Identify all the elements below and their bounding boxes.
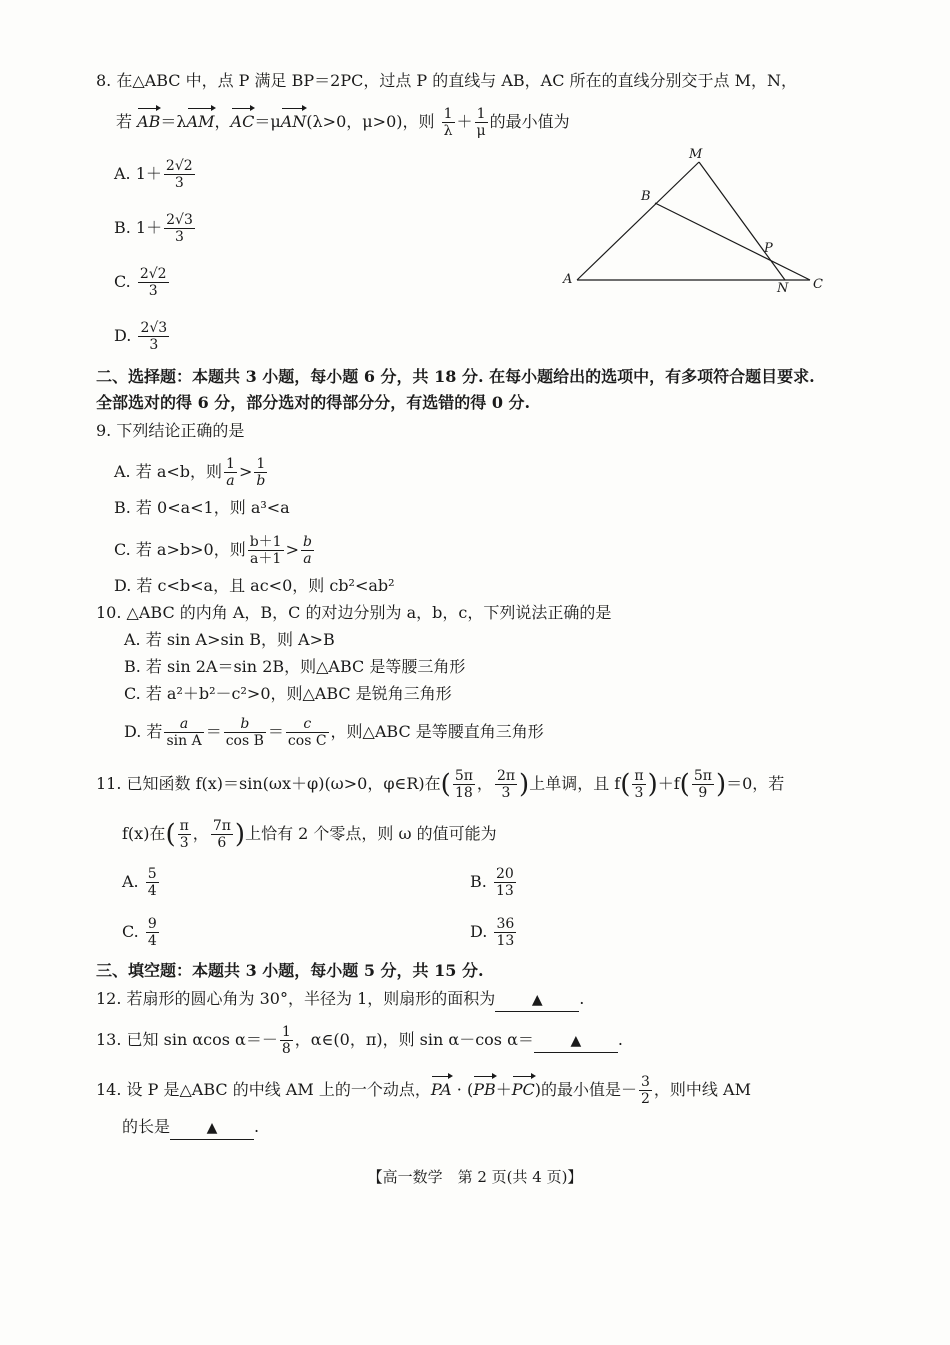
q9-option-c: C. 若 a>b>0，则 $\frac{b+1}{a+1}$ > $\frac{b}{a}$ <box>114 534 312 567</box>
section-2-header: 二、选择题：本题共 3 小题，每小题 6 分，共 18 分. 在每小题给出的选项中，有多项符合题目要求. 全部选对的得 6 分，部分选对的得部分分，有选错的得 0 分. <box>96 367 815 412</box>
q10-stem: 10. △ABC 的内角 A，B，C 的对边分别为 a，b，c，下列说法正确的是 <box>96 603 612 622</box>
section-3-header: 三、填空题：本题共 3 小题，每小题 5 分，共 15 分. <box>96 961 484 980</box>
q11-line2: f(x)在( $\frac{\pi}{3}$ ， $\frac{7\pi}{6}$ )上恰有 2 个零点，则 ω 的值可能为 <box>122 818 497 851</box>
vector-an: AN <box>280 112 307 131</box>
label-b: B <box>641 189 651 204</box>
q10-option-d: D. 若 $\frac{a}{\text{sin A}}$ ＝ $\frac{b}{\text{cos B}}$ ＝ $\frac{c}{\text{cos C}}$ ，则△ABC 是等腰直角三角形 <box>124 716 544 749</box>
q14-line1: 14. 设 P 是△ABC 的中线 AM 上的一个动点，PA · (PB＋PC)的最小值是－ $\frac{3}{2}$ ，则中线 AM <box>96 1074 751 1107</box>
label-n: N <box>777 281 789 296</box>
q8-option-a: A. 1＋ $\frac{2√2}{3}$ <box>114 158 193 191</box>
q8-option-d: D. $\frac{2√3}{3}$ <box>114 320 168 353</box>
vector-ab: AB <box>137 112 161 131</box>
q11-option-b: B. $\frac{20}{13}$ <box>470 866 514 899</box>
q11-option-c: C. $\frac{9}{4}$ <box>122 916 157 949</box>
q10-option-b: B. 若 sin 2A＝sin 2B，则△ABC 是等腰三角形 <box>124 657 466 676</box>
vector-pa: PA <box>430 1080 452 1099</box>
q9-option-d: D. 若 c<b<a，且 ac<0，则 cb²<ab² <box>114 576 395 595</box>
q12-answer-blank[interactable]: ▲ <box>495 989 579 1012</box>
q8-stem-line2: 若 AB＝λAM，AC＝μAN(λ>0，μ>0)，则 $\frac{1}{\lambda}$ ＋ $\frac{1}{\mu}$ 的最小值为 <box>116 106 570 139</box>
vector-pb: PB <box>473 1080 496 1099</box>
q13: 13. 已知 sin αcos α＝－ $\frac{1}{8}$ ，α∈(0，π)，则 sin α－cos α＝ ▲ . <box>96 1024 623 1057</box>
label-a: A <box>563 272 573 287</box>
q9-option-a: A. 若 a<b，则 $\frac{1}{a}$ > $\frac{1}{b}$ <box>114 456 266 489</box>
q8-option-b: B. 1＋ $\frac{2√3}{3}$ <box>114 212 193 245</box>
q11-option-a: A. $\frac{5}{4}$ <box>122 866 157 899</box>
label-m: M <box>689 147 703 162</box>
q13-answer-blank[interactable]: ▲ <box>534 1030 618 1053</box>
q11-line1: 11. 已知函数 f(x)＝sin(ωx＋φ)(ω>0，φ∈R)在( $\frac{5\pi}{18}$ ， $\frac{2\pi}{3}$ )上单调，且 f( $\frac{\pi}{3}$ )＋f( $\frac{5\pi}{9}$ )＝0，若 <box>96 768 785 801</box>
q11-option-d: D. $\frac{36}{13}$ <box>470 916 515 949</box>
q14-answer-blank[interactable]: ▲ <box>170 1117 254 1140</box>
vector-am: AM <box>186 112 215 131</box>
vector-ac: AC <box>230 112 255 131</box>
q10-option-a: A. 若 sin A>sin B，则 A>B <box>124 630 335 649</box>
q8-option-c: C. $\frac{2√2}{3}$ <box>114 266 167 299</box>
fraction-1-over-lambda: $\frac{1}{\lambda}$ <box>443 106 453 139</box>
label-p: P <box>764 241 773 256</box>
triangle-figure <box>555 140 835 300</box>
page-footer: 【高一数学 第 2 页(共 4 页)】 <box>367 1168 583 1186</box>
fraction-1-over-mu: $\frac{1}{\mu}$ <box>476 106 486 139</box>
q14-line2: 的长是 ▲ . <box>122 1116 259 1140</box>
vector-pc: PC <box>511 1080 535 1099</box>
q12: 12. 若扇形的圆心角为 30°，半径为 1，则扇形的面积为 ▲ . <box>96 988 584 1012</box>
q8-stem-line1: 8. 在△ABC 中，点 P 满足 BP＝2PC，过点 P 的直线与 AB，AC 所在的直线分别交于点 M，N， <box>96 71 798 90</box>
q9-stem: 9. 下列结论正确的是 <box>96 421 245 440</box>
q9-option-b: B. 若 0<a<1，则 a³<a <box>114 498 290 517</box>
label-c: C <box>813 277 823 292</box>
q10-option-c: C. 若 a²＋b²－c²>0，则△ABC 是锐角三角形 <box>124 684 452 703</box>
